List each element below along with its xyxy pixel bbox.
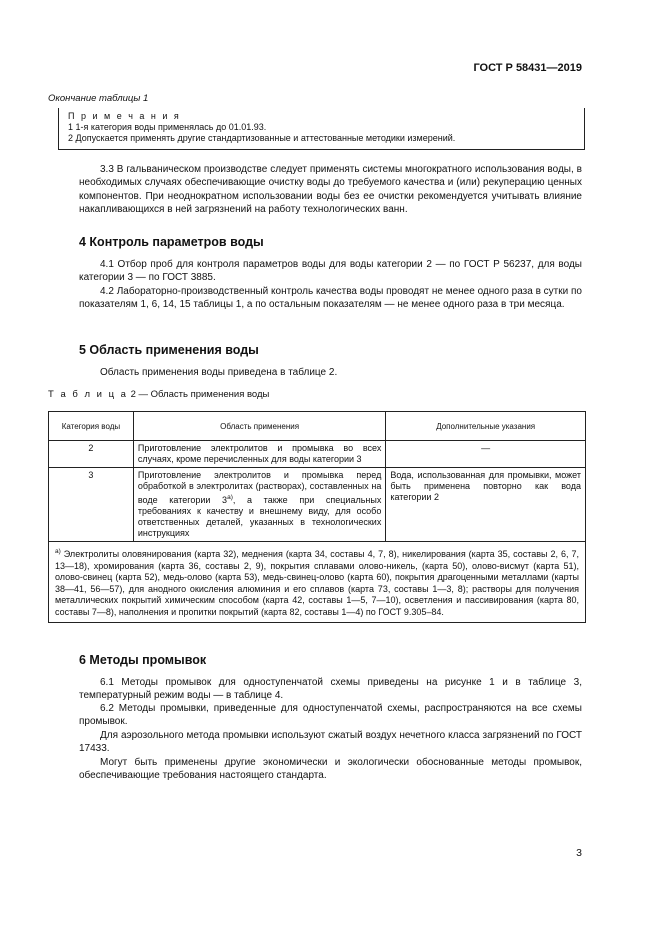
table-footnote-row	[49, 542, 586, 623]
section-6-heading: 6 Методы промывок	[79, 653, 207, 667]
footnote-mark: а)	[55, 548, 61, 555]
table2-caption-text: 2 — Область применения воды	[130, 389, 270, 400]
paragraph-6-2: 6.2 Методы промывки, приведенные для одноступенчатой схемы, распространяются на все схемы промывок.	[79, 703, 582, 728]
application-text-a: Приготовление электролитов и промывка перед обработкой в электролитах (растворах), составленных на воде категории 3	[137, 470, 382, 505]
paragraph-5-intro: Область применения воды приведена в таблице 2.	[100, 367, 338, 378]
table-header-row	[49, 412, 586, 441]
cell-application	[133, 468, 385, 542]
note-item: 1 1-я категория воды применялась до 01.01.93.	[68, 122, 267, 132]
paragraph-6-4: Могут быть применены другие экономически и экологически обоснованные методы промывок, обеспечивающие требования настоящего стандарта.	[79, 757, 582, 782]
cell-application: Приготовление электролитов и промывка во всех случаях, кроме перечисленных для воды категории 3	[133, 441, 385, 468]
cell-category: 2	[49, 441, 134, 468]
standard-code-header: ГОСТ Р 58431—2019	[473, 62, 582, 74]
section-5-heading: 5 Область применения воды	[79, 343, 259, 357]
paragraph-6-1: 6.1 Методы промывок для одноступенчатой схемы приведены на рисунке 1 и в таблице 3, температурный режим воды — в таблице 4.	[79, 677, 582, 702]
paragraph-4-1: 4.1 Отбор проб для контроля параметров воды для воды категории 2 — по ГОСТ Р 56237, для воды категории 3 — по ГОСТ 3885.	[79, 259, 582, 284]
cell-notes: —	[386, 441, 586, 468]
column-header-category: Категория воды	[49, 412, 134, 441]
application-text-b: , а также при специальных требованиях к качеству и внешнему виду, для особо ответственных деталей, указанных в технологических инструкциях	[137, 495, 382, 538]
footnote-text: Электролиты оловянирования (карта 32), меднения (карта 34, составы 4, 7, 8), никелирования (карта 35, составы 2, 6, 7, 13—18), хромирования (карта 36, составы 2, 9), покрытия сплавами олово-никель, (карта 50), олово-висмут (карта 51), олово-свинец (карта 52), медь-олово (карта 53), медь-свинец-олово (карта 60), покрытия драгоценными металлами (карты 38—41, 56—57), для анодного окисления алюминия и его сплавов (карта 73, составы 1—3, 8); растворы для получения металлических покрытий химическим способом (карта 42, составы 1—5, 7—10), осветления и пассивирования (карта 80, составы 7—8), наполнения и пропитки покрытий (карта 82, составы 1—4) по ГОСТ 9.305–84.	[55, 549, 579, 617]
table-2	[48, 411, 586, 623]
table-footnote	[49, 542, 586, 623]
note-item: 2 Допускается применять другие стандартизованные и аттестованные методики измерений.	[68, 133, 456, 143]
table1-end-caption: Окончание таблицы 1	[48, 93, 149, 104]
cell-notes: Вода, использованная для промывки, может быть применена повторно как вода категории 2	[386, 468, 586, 542]
table2-caption-label: Т а б л и ц а	[48, 389, 128, 400]
cell-category: 3	[49, 468, 134, 542]
table1-notes	[58, 108, 585, 150]
paragraph-3-3: 3.3 В гальваническом производстве следует применять системы многократного использования воды, в необходимых случаях обеспечивающие очистку воды до требуемого качества и (или) рекуперацию ценных компонентов. При неоднократном использовании воды без ее очистки рекомендуется учитывать влияние накапливающихся в ней загрязнений на работу технологических ванн.	[79, 164, 582, 215]
footnote-ref: а)	[227, 494, 233, 501]
column-header-notes: Дополнительные указания	[386, 412, 586, 441]
paragraph-4-2: 4.2 Лабораторно-производственный контроль качества воды проводят не менее одного раза в сутки по показателям 1, 6, 14, 15 таблицы 1, а по остальным показателям — не менее одного раза в три месяца.	[79, 286, 582, 311]
table-row	[49, 468, 586, 542]
notes-title: П р и м е ч а н и я	[68, 111, 181, 121]
column-header-application: Область применения	[133, 412, 385, 441]
table-row	[49, 441, 586, 468]
section-4-heading: 4 Контроль параметров воды	[79, 235, 264, 249]
paragraph-6-3: Для аэрозольного метода промывки используют сжатый воздух нечетного класса загрязнений по ГОСТ 17433.	[79, 730, 582, 755]
table2-caption	[48, 389, 269, 400]
page-number: 3	[576, 847, 582, 859]
